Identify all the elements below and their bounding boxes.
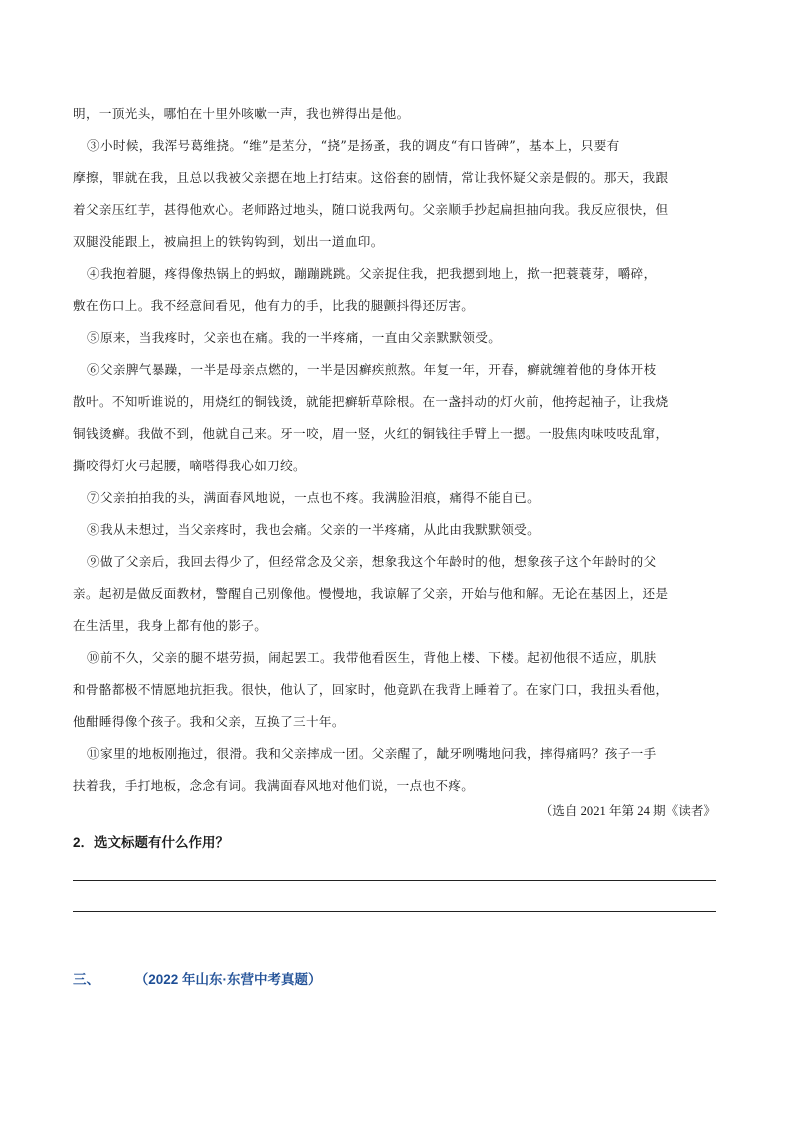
article-line: ⑩前不久，父亲的腿不堪劳损，闹起罢工。我带他看医生，背他上楼、下楼。起初他很不适应，肌肤 bbox=[87, 650, 657, 665]
article-line: ⑪家里的地板刚拖过，很滑。我和父亲摔成一团。父亲醒了，龇牙咧嘴地问我，摔得痛吗？孩子一手 bbox=[87, 746, 657, 761]
article-line: 敷在伤口上。我不经意间看见，他有力的手，比我的腿颤抖得还厉害。 bbox=[73, 298, 475, 313]
article-line: ⑤原来，当我疼时，父亲也在痛。我的一半疼痛，一直由父亲默默领受。 bbox=[87, 330, 502, 345]
section-source: （2022 年山东·东营中考真题） bbox=[134, 972, 322, 987]
article-line: 扶着我，手打地板，念念有词。我满面春风地对他们说，一点也不疼。 bbox=[73, 778, 475, 793]
article-line: 亲。起初是做反面教材，警醒自己别像他。慢慢地，我谅解了父亲，开始与他和解。无论在基因上，还是 bbox=[73, 586, 669, 601]
article-line: 在生活里，我身上都有他的影子。 bbox=[73, 618, 268, 633]
answer-line[interactable] bbox=[73, 880, 716, 881]
answer-line[interactable] bbox=[73, 911, 716, 912]
article-line: 散叶。不知听谁说的，用烧红的铜钱烫，就能把癣斩草除根。在一盏抖动的灯火前，他挎起袖子，让我烧 bbox=[73, 394, 669, 409]
article-line: 撕咬得灯火弓起腰，嘀嗒得我心如刀绞。 bbox=[73, 458, 306, 473]
article-line: 铜钱烫癣。我做不到，他就自己来。牙一咬，眉一竖，火红的铜钱往手臂上一摁。一股焦肉味吱吱乱窜， bbox=[73, 426, 669, 441]
section-heading bbox=[73, 969, 322, 991]
article-line: ⑨做了父亲后，我回去得少了，但经常念及父亲，想象我这个年龄时的他，想象孩子这个年龄时的父 bbox=[87, 554, 657, 569]
question-2: 2．选文标题有什么作用？ bbox=[73, 835, 230, 850]
article-line: ⑦父亲拍拍我的头，满面春风地说，一点也不疼。我满脸泪痕，痛得不能自已。 bbox=[87, 490, 541, 505]
article-line: ③小时候，我浑号葛维挠。“维”是苤分，“挠”是扬蚤，我的调皮“有口皆碑”，基本上，只要有 bbox=[87, 138, 620, 153]
section-number: 三、 bbox=[73, 972, 100, 987]
article-line: ⑥父亲脾气暴躁，一半是母亲点燃的，一半是因癣疾煎熬。年复一年，开春，癣就缠着他的身体开枝 bbox=[87, 362, 657, 377]
article-line: 和骨骼都极不情愿地抗拒我。很快，他认了，回家时，他竟趴在我背上睡着了。在家门口，我扭头看他， bbox=[73, 682, 669, 697]
article-line: 摩擦，罪就在我，且总以我被父亲摁在地上打结束。这俗套的剧情，常让我怀疑父亲是假的。那天，我跟 bbox=[73, 170, 669, 185]
article-line: 双腿没能跟上，被扁担上的铁钩钩到，划出一道血印。 bbox=[73, 234, 384, 249]
article-line: ⑧我从未想过，当父亲疼时，我也会痛。父亲的一半疼痛，从此由我默默领受。 bbox=[87, 522, 541, 537]
article-line: 他酣睡得像个孩子。我和父亲，互换了三十年。 bbox=[73, 714, 345, 729]
article-line: ④我抱着腿，疼得像热锅上的蚂蚁，蹦蹦跳跳。父亲捉住我，把我摁到地上，揿一把蓑蓑芽，嚼碎， bbox=[87, 266, 657, 281]
article-source: （选自 2021 年第 24 期《读者》 bbox=[539, 804, 716, 818]
article-line: 着父亲压红芋，甚得他欢心。老师路过地头，随口说我两句。父亲顺手抄起扁担抽向我。我反应很快，但 bbox=[73, 202, 669, 217]
article-body bbox=[73, 98, 718, 802]
article-line: 明，一顶光头，哪怕在十里外咳嗽一声，我也辨得出是他。 bbox=[73, 106, 410, 121]
